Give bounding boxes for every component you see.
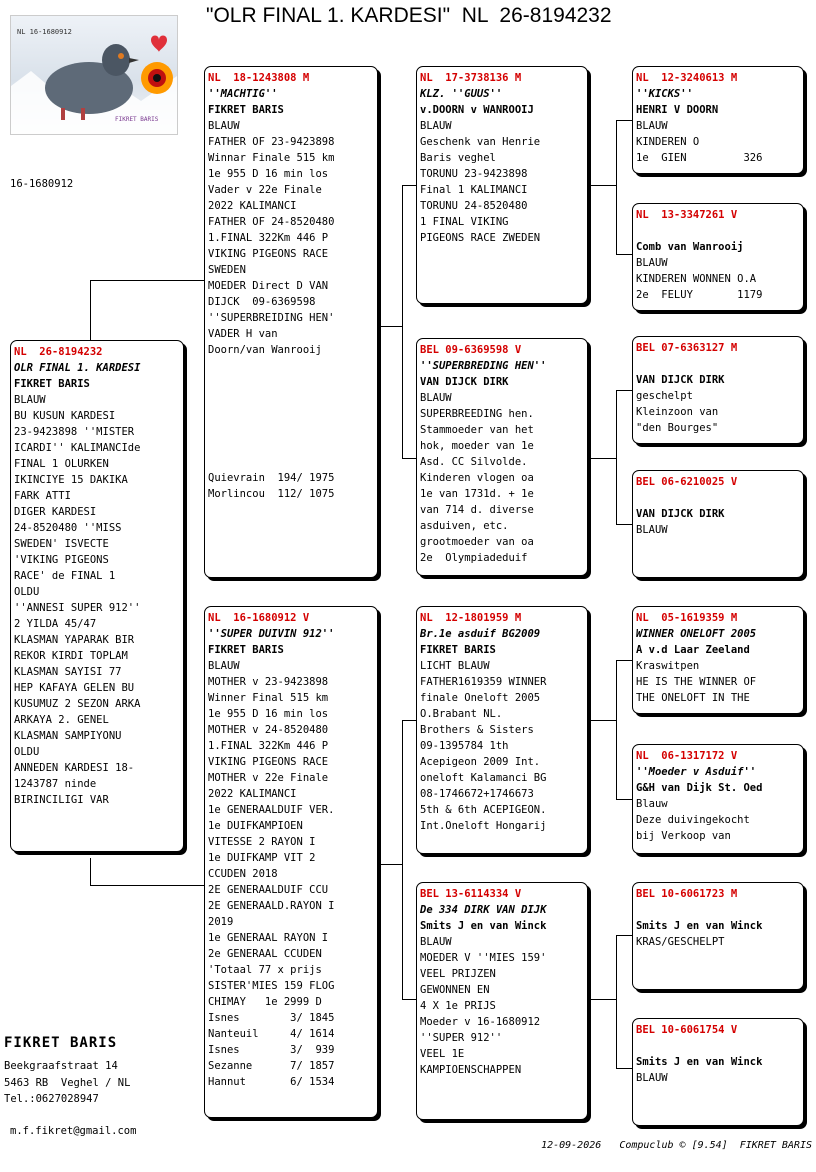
- detail-line: Baris veghel: [420, 152, 496, 164]
- detail-line: Vader v 22e Finale: [208, 184, 322, 196]
- owner-name: A v.d Laar Zeeland: [636, 644, 750, 656]
- ring-number: NL 18-1243808 M: [208, 72, 310, 84]
- detail-line: KRAS/GESCHELPT: [636, 936, 725, 948]
- breeder-email[interactable]: m.f.fikret@gmail.com: [10, 1125, 137, 1137]
- detail-line: 2e GENERAAL CCUDEN: [208, 948, 322, 960]
- owner-name: FIKRET BARIS: [420, 644, 496, 656]
- detail-line: bij Verkoop van: [636, 830, 731, 842]
- detail-line: BLAUW: [420, 120, 452, 132]
- pigeon-name: Br.1e asduif BG2009: [420, 628, 541, 640]
- detail-line: Kleinzoon van: [636, 406, 719, 418]
- detail-line: [208, 454, 374, 470]
- detail-line: Stammoeder van het: [420, 424, 534, 436]
- detail-line: ''SUPERBREIDING HEN': [208, 312, 335, 324]
- detail-line: 2E GENERAALDUIF CCU: [208, 884, 329, 896]
- detail-line: VIKING PIGEONS RACE: [208, 248, 329, 260]
- breeder-city: 5463 RB Veghel / NL: [4, 1077, 131, 1089]
- detail-line: 2e Olympiadeduif: [420, 552, 528, 564]
- detail-line: Moeder v 16-1680912: [420, 1016, 541, 1028]
- detail-line: Kraswitpen: [636, 660, 700, 672]
- detail-line: grootmoeder van oa: [420, 536, 534, 548]
- detail-line: KLASMAN YAPARAK BIR: [14, 634, 135, 646]
- connector-line: [90, 280, 204, 281]
- detail-line: Isnes 3/ 1845: [208, 1012, 335, 1024]
- granddam-paternal-card[interactable]: [416, 338, 588, 576]
- detail-line: Brothers & Sisters: [420, 724, 534, 736]
- detail-line: BLAUW: [420, 392, 452, 404]
- breeder-street: Beekgraafstraat 14: [4, 1060, 118, 1072]
- connector-line: [402, 720, 416, 721]
- detail-line: 23-9423898 ''MISTER: [14, 426, 135, 438]
- detail-line: Isnes 3/ 939: [208, 1044, 335, 1056]
- ring-number: BEL 09-6369598 V: [420, 344, 522, 356]
- owner-name: FIKRET BARIS: [14, 378, 90, 390]
- detail-line: Acepigeon 2009 Int.: [420, 756, 541, 768]
- detail-line: KINDEREN WONNEN O.A: [636, 273, 757, 285]
- detail-line: HE IS THE WINNER OF: [636, 676, 757, 688]
- connector-line: [616, 799, 632, 800]
- pigeon-name: [636, 356, 800, 372]
- ring-number: BEL 06-6210025 V: [636, 476, 738, 488]
- connector-line: [616, 660, 632, 661]
- ring-number: NL 05-1619359 M: [636, 612, 738, 624]
- owner-name: HENRI V DOORN: [636, 104, 719, 116]
- owner-name: FIKRET BARIS: [208, 104, 284, 116]
- detail-line: BIRINCILIGI VAR: [14, 794, 109, 806]
- detail-line: hok, moeder van 1e: [420, 440, 534, 452]
- detail-line: VITESSE 2 RAYON I: [208, 836, 316, 848]
- dam-card[interactable]: [204, 606, 378, 1118]
- owner-name: Smits J en van Winck: [636, 1056, 763, 1068]
- ggp-card-5[interactable]: [632, 606, 804, 714]
- connector-line: [616, 660, 617, 800]
- grandsire-paternal-card[interactable]: [416, 66, 588, 304]
- detail-line: 2e FELUY 1179: [636, 289, 763, 301]
- owner-name: Smits J en van Winck: [420, 920, 547, 932]
- detail-line: 'VIKING PIGEONS: [14, 554, 109, 566]
- detail-line: Int.Oneloft Hongarij: [420, 820, 547, 832]
- owner-name: FIKRET BARIS: [208, 644, 284, 656]
- detail-line: FINAL 1 OLURKEN: [14, 458, 109, 470]
- detail-line: BLAUW: [636, 524, 668, 536]
- detail-line: CCUDEN 2018: [208, 868, 278, 880]
- detail-line: 1e 955 D 16 min los: [208, 168, 329, 180]
- pigeon-name: [636, 1038, 800, 1054]
- detail-line: finale Oneloft 2005: [420, 692, 541, 704]
- pigeon-name: ''KICKS'': [636, 88, 693, 100]
- detail-line: SWEDEN: [208, 264, 246, 276]
- connector-line: [616, 524, 632, 525]
- photo-ring: NL 16-1680912: [17, 28, 72, 36]
- pigeon-name: ''SUPER DUIVIN 912'': [208, 628, 335, 640]
- detail-line: KINDEREN O: [636, 136, 700, 148]
- detail-line: Winner Final 515 km: [208, 692, 329, 704]
- detail-line: 1e 955 D 16 min los: [208, 708, 329, 720]
- owner-name: Comb van Wanrooij: [636, 241, 744, 253]
- pigeon-name: [636, 490, 800, 506]
- detail-line: oneloft Kalamanci BG: [420, 772, 547, 784]
- detail-line: 08-1746672+1746673: [420, 788, 534, 800]
- detail-line: KLASMAN SAMPIYONU: [14, 730, 122, 742]
- sire-card[interactable]: [204, 66, 378, 578]
- pigeon-name: De 334 DIRK VAN DIJK: [420, 904, 547, 916]
- connector-line: [616, 935, 632, 936]
- connector-line: [616, 935, 617, 1069]
- ring-number: NL 17-3738136 M: [420, 72, 522, 84]
- detail-line: 2019: [208, 916, 234, 928]
- detail-line: BU KUSUN KARDESI: [14, 410, 116, 422]
- detail-line: 1e DUIFKAMP VIT 2: [208, 852, 316, 864]
- ring-number: BEL 13-6114334 V: [420, 888, 522, 900]
- detail-line: MOEDER V ''MIES 159': [420, 952, 547, 964]
- detail-line: Winnar Finale 515 km: [208, 152, 335, 164]
- pigeon-photo: [10, 15, 178, 135]
- detail-line: 1 FINAL VIKING: [420, 216, 509, 228]
- detail-line: MOEDER Direct D VAN: [208, 280, 329, 292]
- granddam-maternal-card[interactable]: [416, 882, 588, 1120]
- pigeon-name: KLZ. ''GUUS'': [420, 88, 503, 100]
- connector-line: [402, 999, 416, 1000]
- detail-line: Hannut 6/ 1534: [208, 1076, 335, 1088]
- detail-line: REKOR KIRDI TOPLAM: [14, 650, 128, 662]
- connector-line: [402, 458, 416, 459]
- connector-line: [402, 185, 416, 186]
- detail-line: MOTHER v 24-8520480: [208, 724, 329, 736]
- detail-line: 2 YILDA 45/47: [14, 618, 97, 630]
- ring-number: NL 06-1317172 V: [636, 750, 738, 762]
- detail-line: FATHER OF 23-9423898: [208, 136, 335, 148]
- connector-line: [90, 885, 204, 886]
- detail-line: KAMPIOENSCHAPPEN: [420, 1064, 522, 1076]
- detail-line: BLAUW: [14, 394, 46, 406]
- detail-line: VADER H van: [208, 328, 278, 340]
- ggp-card-7[interactable]: [632, 882, 804, 990]
- owner-name: VAN DIJCK DIRK: [420, 376, 509, 388]
- detail-line: HEP KAFAYA GELEN BU: [14, 682, 135, 694]
- detail-line: 'Totaal 77 x prijs: [208, 964, 322, 976]
- detail-line: 1e GIEN 326: [636, 152, 763, 164]
- connector-line: [588, 185, 616, 186]
- detail-line: geschelpt: [636, 390, 693, 402]
- ring-number: NL 12-3240613 M: [636, 72, 738, 84]
- owner-name: VAN DIJCK DIRK: [636, 374, 725, 386]
- detail-line: [208, 358, 374, 374]
- connector-line: [402, 720, 403, 1000]
- owner-name: v.DOORN v WANROOIJ: [420, 104, 534, 116]
- detail-line: TORUNU 24-8520480: [420, 200, 528, 212]
- detail-line: SWEDEN' ISVECTE: [14, 538, 109, 550]
- pigeon-name: ''Moeder v Asduif'': [636, 766, 757, 778]
- detail-line: 1e GENERAAL RAYON I: [208, 932, 329, 944]
- detail-line: VEEL 1E: [420, 1048, 465, 1060]
- detail-line: KUSUMUZ 2 SEZON ARKA: [14, 698, 141, 710]
- detail-line: Final 1 KALIMANCI: [420, 184, 528, 196]
- detail-line: BLAUW: [636, 1072, 668, 1084]
- detail-line: Asd. CC Silvolde.: [420, 456, 528, 468]
- connector-line: [616, 120, 632, 121]
- owner-name: Smits J en van Winck: [636, 920, 763, 932]
- detail-line: PIGEONS RACE ZWEDEN: [420, 232, 541, 244]
- ring-number: BEL 10-6061754 V: [636, 1024, 738, 1036]
- detail-line: GEWONNEN EN: [420, 984, 490, 996]
- connector-line: [616, 1068, 632, 1069]
- detail-line: [208, 422, 374, 438]
- detail-line: LICHT BLAUW: [420, 660, 490, 672]
- connector-line: [90, 280, 91, 340]
- detail-line: 2022 KALIMANCI: [208, 200, 297, 212]
- detail-line: ANNEDEN KARDESI 18-: [14, 762, 135, 774]
- detail-line: FATHER OF 24-8520480: [208, 216, 335, 228]
- ggp-card-6[interactable]: [632, 744, 804, 854]
- connector-line: [402, 185, 403, 458]
- connector-line: [378, 864, 402, 865]
- detail-line: 1.FINAL 322Km 446 P: [208, 740, 329, 752]
- detail-line: Nanteuil 4/ 1614: [208, 1028, 335, 1040]
- detail-line: SISTER'MIES 159 FLOG: [208, 980, 335, 992]
- detail-line: ''ANNESI SUPER 912'': [14, 602, 141, 614]
- detail-line: 1e DUIFKAMPIOEN: [208, 820, 303, 832]
- detail-line: O.Brabant NL.: [420, 708, 503, 720]
- pigeon-name: OLR FINAL 1. KARDESI: [14, 362, 141, 374]
- connector-line: [90, 858, 91, 886]
- ggp-card-8[interactable]: [632, 1018, 804, 1126]
- ring-number: BEL 07-6363127 M: [636, 342, 738, 354]
- detail-line: THE ONELOFT IN THE: [636, 692, 750, 704]
- detail-line: [208, 374, 374, 390]
- detail-line: BLAUW: [636, 257, 668, 269]
- ring-number: NL 16-1680912 V: [208, 612, 310, 624]
- connector-line: [616, 390, 632, 391]
- ggp-card-3[interactable]: [632, 336, 804, 444]
- detail-line: asduiven, etc.: [420, 520, 509, 532]
- owner-name: G&H van Dijk St. Oed: [636, 782, 763, 794]
- detail-line: [208, 390, 374, 406]
- detail-line: 1e van 1731d. + 1e: [420, 488, 534, 500]
- detail-line: VEEL PRIJZEN: [420, 968, 496, 980]
- detail-line: Geschenk van Henrie: [420, 136, 541, 148]
- owner-name: VAN DIJCK DIRK: [636, 508, 725, 520]
- detail-line: Sezanne 7/ 1857: [208, 1060, 335, 1072]
- detail-line: ''SUPER 912'': [420, 1032, 503, 1044]
- detail-line: BLAUW: [420, 936, 452, 948]
- detail-line: Doorn/van Wanrooij: [208, 344, 322, 356]
- page-title: "OLR FINAL 1. KARDESI" NL 26-8194232: [206, 4, 612, 27]
- detail-line: KLASMAN SAYISI 77: [14, 666, 122, 678]
- detail-line: OLDU: [14, 586, 40, 598]
- detail-line: 5th & 6th ACEPIGEON.: [420, 804, 547, 816]
- detail-line: BLAUW: [208, 660, 240, 672]
- ring-number: NL 13-3347261 V: [636, 209, 738, 221]
- footer-credit: 12-09-2026 Compuclub © [9.54] FIKRET BARIS: [541, 1140, 812, 1151]
- detail-line: Deze duivingekocht: [636, 814, 750, 826]
- detail-line: 09-1395784 1th: [420, 740, 509, 752]
- detail-line: SUPERBREEDING hen.: [420, 408, 534, 420]
- detail-line: FATHER1619359 WINNER: [420, 676, 547, 688]
- detail-line: DIJCK 09-6369598: [208, 296, 316, 308]
- detail-line: 24-8520480 ''MISS: [14, 522, 122, 534]
- detail-line: "den Bourges": [636, 422, 719, 434]
- connector-line: [588, 458, 616, 459]
- detail-line: Quievrain 194/ 1975: [208, 472, 335, 484]
- pigeon-name: ''SUPERBREDING HEN'': [420, 360, 547, 372]
- pigeon-name: WINNER ONELOFT 2005: [636, 628, 757, 640]
- detail-line: MOTHER v 22e Finale: [208, 772, 329, 784]
- subject-card[interactable]: [10, 340, 184, 852]
- detail-line: CHIMAY 1e 2999 D: [208, 996, 322, 1008]
- pigeon-name: [636, 902, 800, 918]
- ggp-card-2[interactable]: [632, 203, 804, 311]
- detail-line: [208, 438, 374, 454]
- detail-line: ICARDI'' KALIMANCIde: [14, 442, 141, 454]
- pigeon-name: [636, 223, 800, 239]
- detail-line: Kinderen vlogen oa: [420, 472, 534, 484]
- detail-line: IKINCIYE 15 DAKIKA: [14, 474, 128, 486]
- detail-line: 2E GENERAALD.RAYON I: [208, 900, 335, 912]
- ring-number: NL 26-8194232: [14, 346, 103, 358]
- detail-line: 2022 KALIMANCI: [208, 788, 297, 800]
- connector-line: [588, 720, 616, 721]
- detail-line: FARK ATTI: [14, 490, 71, 502]
- breeder-name: FIKRET BARIS: [4, 1035, 118, 1051]
- ggp-card-4[interactable]: [632, 470, 804, 578]
- breeder-phone: Tel.:0627028947: [4, 1093, 99, 1105]
- ring-number: BEL 10-6061723 M: [636, 888, 738, 900]
- grandsire-maternal-card[interactable]: [416, 606, 588, 854]
- detail-line: 4 X 1e PRIJS: [420, 1000, 496, 1012]
- pigeon-name: ''MACHTIG'': [208, 88, 278, 100]
- subject-ring-small: 16-1680912: [10, 178, 74, 190]
- detail-line: ARKAYA 2. GENEL: [14, 714, 109, 726]
- detail-line: Morlincou 112/ 1075: [208, 488, 335, 500]
- detail-line: [208, 406, 374, 422]
- connector-line: [616, 254, 632, 255]
- detail-line: MOTHER v 23-9423898: [208, 676, 329, 688]
- detail-line: RACE' de FINAL 1: [14, 570, 116, 582]
- detail-line: BLAUW: [636, 120, 668, 132]
- detail-line: 1243787 ninde: [14, 778, 97, 790]
- detail-line: TORUNU 23-9423898: [420, 168, 528, 180]
- detail-line: DIGER KARDESI: [14, 506, 97, 518]
- detail-line: 1.FINAL 322Km 446 P: [208, 232, 329, 244]
- connector-line: [616, 120, 617, 255]
- connector-line: [378, 326, 402, 327]
- ggp-card-1[interactable]: [632, 66, 804, 174]
- connector-line: [588, 999, 616, 1000]
- detail-line: OLDU: [14, 746, 40, 758]
- detail-line: 1e GENERAALDUIF VER.: [208, 804, 335, 816]
- connector-line: [616, 390, 617, 525]
- detail-line: Blauw: [636, 798, 668, 810]
- ring-number: NL 12-1801959 M: [420, 612, 522, 624]
- detail-line: VIKING PIGEONS RACE: [208, 756, 329, 768]
- detail-line: BLAUW: [208, 120, 240, 132]
- detail-line: van 714 d. diverse: [420, 504, 534, 516]
- photo-caption: FIKRET BARIS: [115, 116, 159, 123]
